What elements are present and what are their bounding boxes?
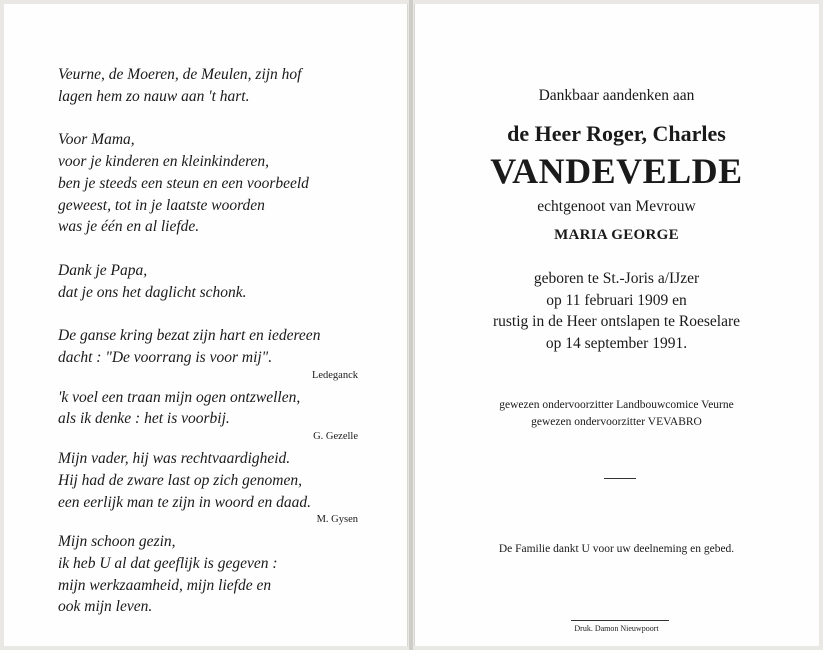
attribution-ledeganck: Ledeganck [311,369,358,381]
life-dates [414,268,819,354]
attribution-gysen: M. Gysen [316,514,358,526]
poem [58,64,358,618]
spouse-intro: echtgenoot van Mevrouw [537,198,696,215]
former-roles [414,397,819,431]
poem-line: dacht : "De voorrang is voor mij". [58,349,273,367]
poem-line: mijn werkzaamheid, mijn liefde en [58,576,272,594]
poem-stanza-1 [58,64,358,107]
poem-line: Hij had de zware last op zich genomen, [58,471,302,489]
poem-line: Voor Mama, [58,131,135,149]
poem-line: dat je ons het daglicht schonk. [58,283,247,301]
divider [604,478,636,479]
poem-line: lagen hem zo nauw aan 't hart. [58,87,250,105]
poem-line: Veurne, de Moeren, de Meulen, zijn hof [58,66,302,83]
printer-divider [571,620,669,621]
poem-line: De ganse kring bezat zijn hart en iedereen [58,327,321,345]
poem-stanza-2 [58,129,358,238]
death-date: op 14 september 1991. [545,334,688,352]
poem-line: ook mijn leven. [58,598,153,616]
poem-line: 'k voel een traan mijn ogen ontzwellen, [58,388,301,406]
poem-line: Mijn schoon gezin, [58,533,176,551]
poem-line: geweest, tot in je laatste woorden [58,196,265,214]
birth-place: geboren te St.-Joris a/IJzer [533,270,700,287]
poem-stanza-5 [58,387,358,430]
role-line: gewezen ondervoorzitter VEVABRO [531,416,702,428]
poem-line: voor je kinderen en kleinkinderen, [58,153,270,171]
family-thanks: De Familie dankt U voor uw deelneming en gebed. [498,543,735,555]
poem-line: was je één en al liefde. [58,218,200,236]
spouse-name: MARIA GEORGE [554,227,679,243]
poem-line: Mijn vader, hij was rechtvaardigheid. [58,450,291,468]
death-place: rustig in de Heer ontslapen te Roeselare [492,313,741,330]
birth-date: op 11 februari 1909 en [546,291,687,309]
intro-text: Dankbaar aandenken aan [538,87,695,104]
poem-line: ben je steeds een steun en een voorbeeld [58,174,309,192]
attribution-gezelle: G. Gezelle [313,431,358,443]
poem-line: Dank je Papa, [58,261,148,279]
poem-line: als ik denke : het is voorbij. [58,410,230,428]
role-line: gewezen ondervoorzitter Landbouwcomice Veurne [499,399,734,411]
poem-stanza-4 [58,325,358,368]
poem-stanza-3 [58,260,358,303]
deceased-given-names: de Heer Roger, Charles [507,121,726,146]
poem-stanza-6 [58,448,358,513]
printer-credit: Druk. Damon Nieuwpoort [574,624,659,633]
center-fold [409,0,413,650]
poem-stanza-7 [58,531,358,618]
poem-line: ik heb U al dat geeflijk is gegeven : [58,554,278,572]
poem-line: een eerlijk man te zijn in woord en daad. [58,493,311,511]
deceased-surname: VANDEVELDE [490,151,743,191]
